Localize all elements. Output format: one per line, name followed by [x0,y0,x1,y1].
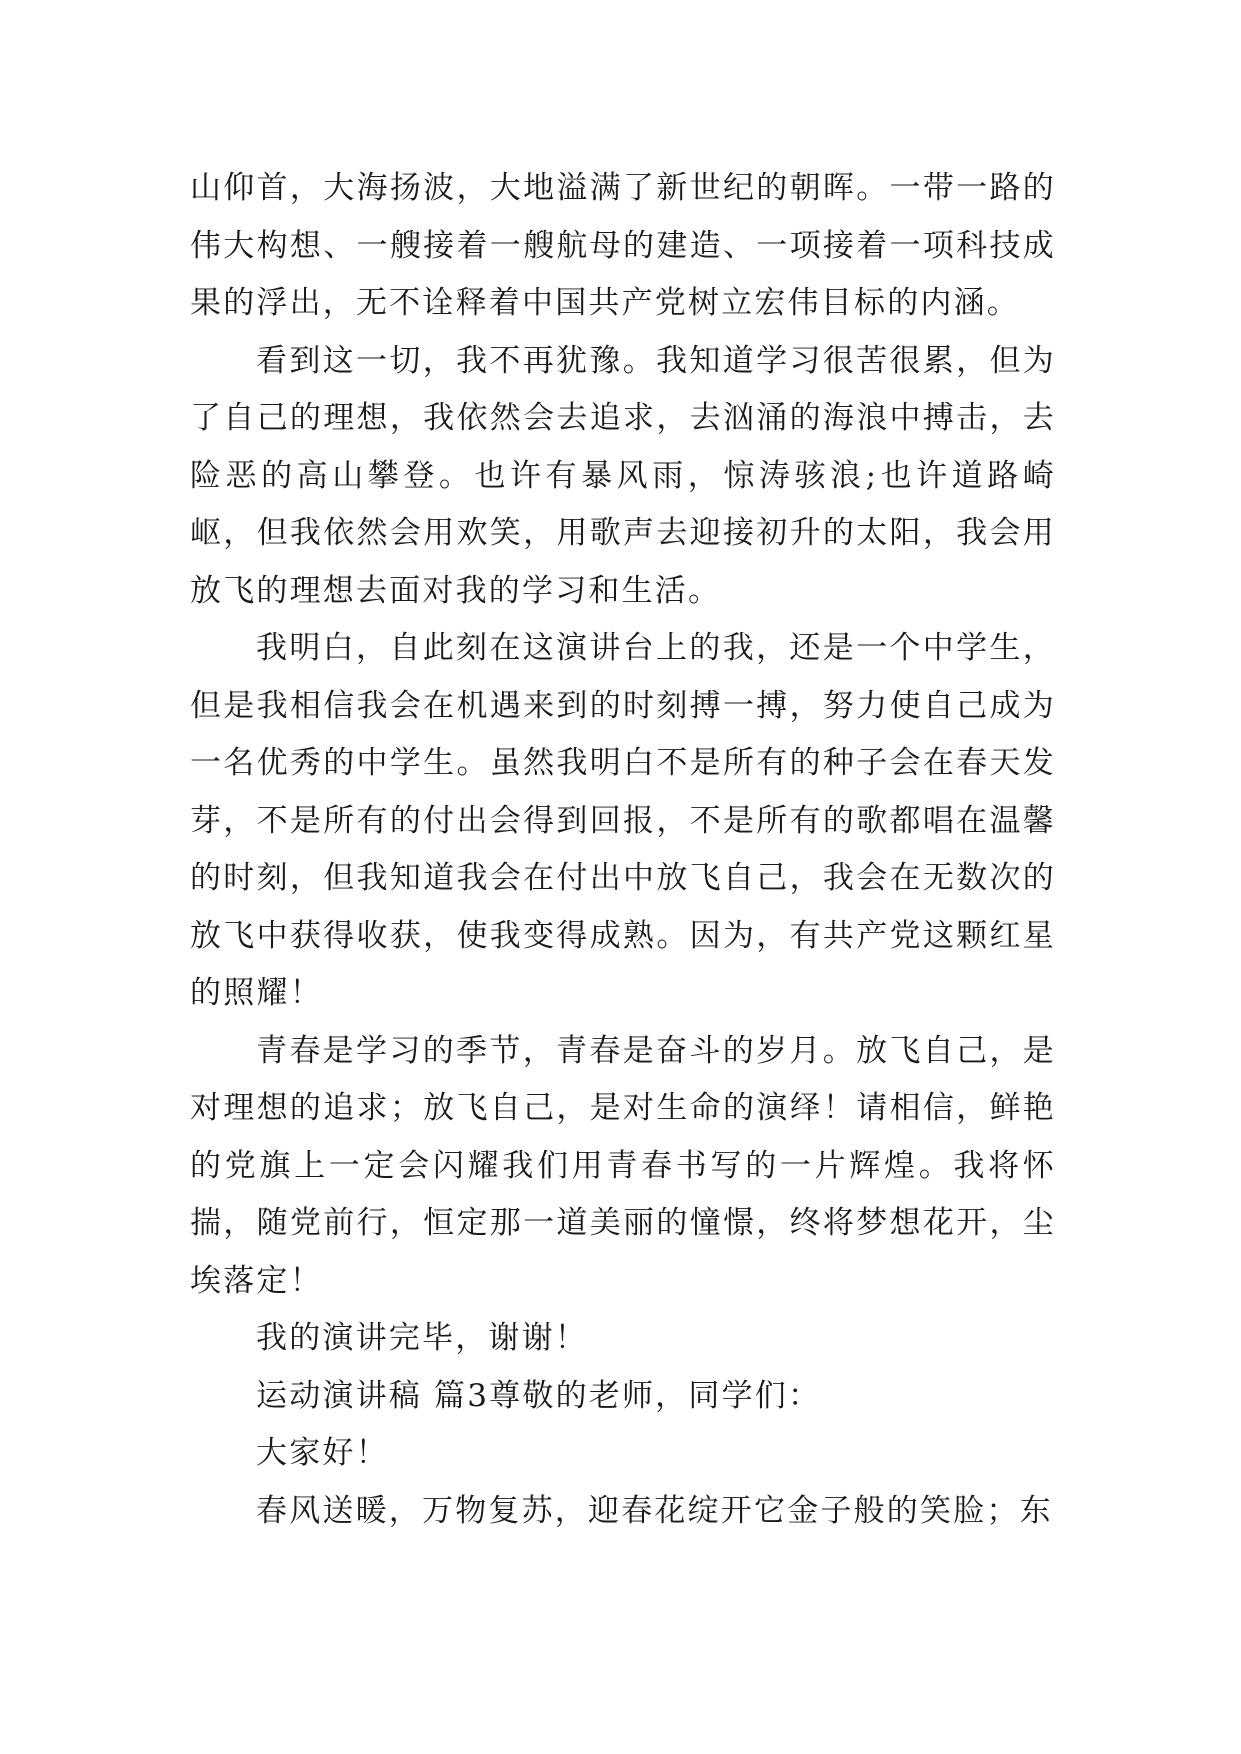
paragraph-continuation: 山仰首，大海扬波，大地溢满了新世纪的朝晖。一带一路的伟大构想、一艘接着一艘航母的建造、一项接着一项科技成果的浮出，无不诠释着中国共产党树立宏伟目标的内涵。 [190,170,1056,321]
paragraph-speech-heading: 运动演讲稿 篇3尊敬的老师，同学们： [256,1377,822,1414]
paragraph-spring: 春风送暖，万物复苏，迎春花绽开它金子般的笑脸；东 [256,1492,1053,1529]
paragraph-student: 我明白，自此刻在这演讲台上的我，还是一个中学生，但是我相信我会在机遇来到的时刻搏一搏，努力使自己成为一名优秀的中学生。虽然我明白不是所有的种子会在春天发芽，不是所有的付出会得到回报，不是所有的歌都唱在温馨的时刻，但我知道我会在付出中放飞自己，我会在无数次的放飞中获得收获，使我变得成熟。因为，有共产党这颗红星的照耀！ [190,630,1056,1011]
paragraph-closing: 我的演讲完毕，谢谢！ [256,1320,588,1356]
document-body [190,160,1056,1540]
paragraph-greeting: 大家好！ [256,1435,389,1471]
paragraph-resolve: 看到这一切，我不再犹豫。我知道学习很苦很累，但为了自己的理想，我依然会去追求，去汹涌的海浪中搏击，去险恶的高山攀登。也许有暴风雨，惊涛骇浪;也许道路崎岖，但我依然会用欢笑，用歌声去迎接初升的太阳，我会用放飞的理想去面对我的学习和生活。 [190,342,1056,609]
paragraph-youth: 青春是学习的季节，青春是奋斗的岁月。放飞自己，是对理想的追求；放飞自己，是对生命的演绎！请相信，鲜艳的党旗上一定会闪耀我们用青春书写的一片辉煌。我将怀揣，随党前行，恒定那一道美丽的憧憬，终将梦想花开，尘埃落定！ [190,1032,1056,1299]
